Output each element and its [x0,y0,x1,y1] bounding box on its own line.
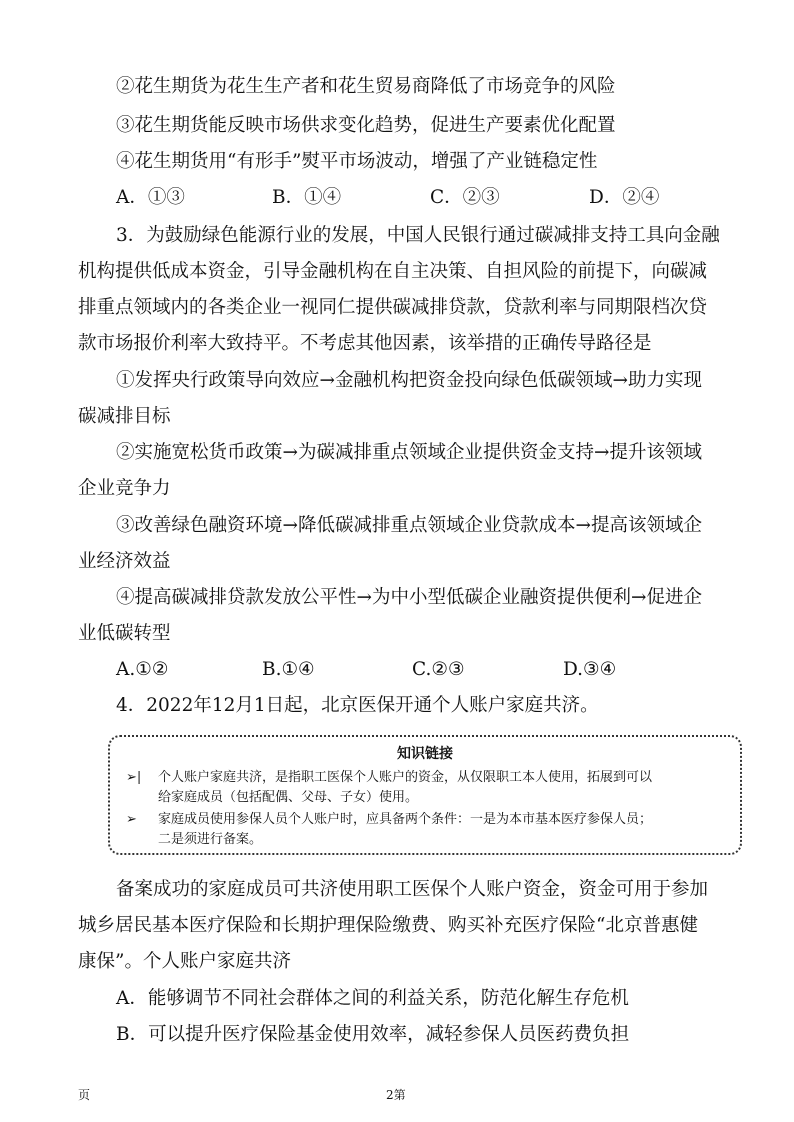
q3-option-a: A.①② [116,659,169,680]
q3-stem-line-2: 机构提供低成本资金，引导金融机构在自主决策、自担风险的前提下，向碳减 [78,261,708,282]
q4-paragraph-line-3: 康保”。个人账户家庭共济 [78,951,291,972]
q3-statement-2-cont: 企业竞争力 [78,478,171,499]
q3-stem-line-3: 排重点领域内的各类企业一视同仁提供碳减排贷款，贷款利率与同期限档次贷 [78,297,708,318]
knowledge-bullet-2-cont: 二是须进行备案。 [158,832,263,847]
q3-stem-line-1: 3．为鼓励绿色能源行业的发展，中国人民银行通过碳减排支持工具向金融 [116,225,720,246]
q2-option-d: D．②④ [589,187,660,208]
q3-statement-1-cont: 碳减排目标 [78,406,171,427]
knowledge-link-title: 知识链接 [397,746,453,762]
footer-left: 页 [78,1088,91,1102]
q3-statement-4-cont: 业低碳转型 [78,623,171,644]
q3-statement-2: ②实施宽松货币政策→为碳减排重点领域企业提供资金支持→提升该领域 [116,442,703,463]
q4-paragraph-line-2: 城乡居民基本医疗保险和长期护理保险缴费、购买补充医疗保险“北京普惠健 [78,915,698,936]
q2-option-b: B．①④ [272,187,342,208]
q2-statement-3: ③花生期货能反映市场供求变化趋势，促进生产要素优化配置 [116,115,616,136]
q3-option-c: C.②③ [412,659,465,680]
knowledge-bullet-1: 个人账户家庭共济，是指职工医保个人账户的资金，从仅限职工本人使用，拓展到可以 [158,770,653,785]
q4-option-a: A．能够调节不同社会群体之间的利益关系，防范化解生存危机 [116,988,629,1009]
bullet-arrow-icon: ➢| [126,770,142,785]
q4-stem: 4．2022年12月1日起，北京医保开通个人账户家庭共济。 [116,695,599,716]
q3-statement-3-cont: 业经济效益 [78,551,171,572]
q4-option-b: B．可以提升医疗保险基金使用效率，减轻参保人员医药费负担 [116,1024,630,1045]
q2-statement-2: ②花生期货为花生生产者和花生贸易商降低了市场竞争的风险 [116,76,616,97]
q3-option-d: D.③④ [563,659,617,680]
knowledge-bullet-1-cont: 给家庭成员（包括配偶、父母、子女）使用。 [158,790,419,805]
q2-statement-4: ④花生期货用“有形手”熨平市场波动，增强了产业链稳定性 [116,151,598,172]
q2-option-c: C．②③ [430,187,500,208]
q3-option-b: B.①④ [262,659,315,680]
q3-statement-3: ③改善绿色融资环境→降低碳减排重点领域企业贷款成本→提高该领域企 [116,515,703,536]
q3-stem-line-4: 款市场报价利率大致持平。不考虑其他因素，该举措的正确传导路径是 [78,333,652,354]
q3-statement-4: ④提高碳减排贷款发放公平性→为中小型低碳企业融资提供便利→促进企 [116,587,703,608]
knowledge-bullet-2: 家庭成员使用参保人员个人账户时，应具备两个条件：一是为本市基本医疗参保人员； [158,812,653,827]
footer-page-number: 2第 [386,1088,406,1102]
knowledge-link-box [108,735,742,855]
bullet-arrow-icon: ➢ [126,812,137,827]
q4-paragraph-line-1: 备案成功的家庭成员可共济使用职工医保个人账户资金，资金可用于参加 [116,879,709,900]
q3-statement-1: ①发挥央行政策导向效应→金融机构把资金投向绿色低碳领域→助力实现 [116,370,703,391]
q2-option-a: A．①③ [116,187,185,208]
